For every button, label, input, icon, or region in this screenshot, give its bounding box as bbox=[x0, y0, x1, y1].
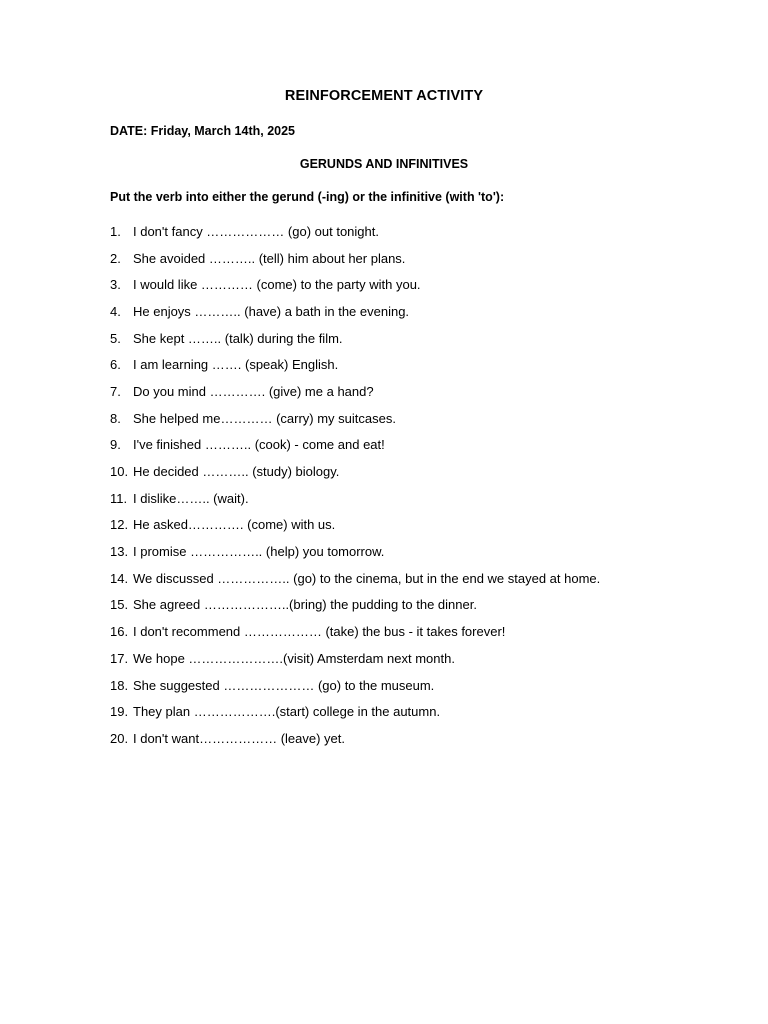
exercise-item bbox=[110, 218, 710, 245]
item-text: We discussed …………….. (go) to the cinema, but in the end we stayed at home. bbox=[133, 570, 601, 586]
item-text: I don't recommend ……………… (take) the bus - it takes forever! bbox=[133, 624, 506, 640]
item-text: They plan ……………….(start) college in the autumn. bbox=[133, 704, 441, 720]
exercise-item bbox=[110, 618, 710, 645]
exercise-item bbox=[110, 725, 710, 752]
item-text: I've finished ……….. (cook) - come and eat! bbox=[133, 437, 385, 453]
item-text: I don't want……………… (leave) yet. bbox=[133, 730, 345, 746]
item-text: Do you mind …………. (give) me a hand? bbox=[133, 383, 374, 399]
page-title: REINFORCEMENT ACTIVITY bbox=[284, 88, 484, 104]
item-number: 10. bbox=[110, 464, 129, 480]
item-text: I would like ………… (come) to the party with you. bbox=[133, 277, 421, 293]
exercise-item bbox=[110, 432, 710, 459]
exercise-item bbox=[110, 512, 710, 539]
item-number: 9. bbox=[110, 437, 121, 453]
item-number: 13. bbox=[110, 544, 129, 560]
item-text: We hope ………………….(visit) Amsterdam next month. bbox=[133, 650, 455, 666]
item-number: 8. bbox=[110, 410, 121, 426]
exercise-item bbox=[110, 271, 710, 298]
item-number: 1. bbox=[110, 223, 121, 239]
item-number: 4. bbox=[110, 303, 121, 319]
item-number: 3. bbox=[110, 277, 121, 293]
item-number: 17. bbox=[110, 650, 129, 666]
item-text: I don't fancy ……………… (go) out tonight. bbox=[133, 223, 379, 239]
item-text: She suggested ………………… (go) to the museum. bbox=[133, 677, 435, 693]
instructions: Put the verb into either the gerund (-ing) or the infinitive (with 'to'): bbox=[110, 190, 505, 204]
item-text: I promise …………….. (help) you tomorrow. bbox=[133, 544, 385, 560]
exercise-item bbox=[110, 245, 710, 272]
item-number: 20. bbox=[110, 730, 129, 746]
item-text: I dislike…….. (wait). bbox=[133, 490, 249, 506]
exercise-item bbox=[110, 298, 710, 325]
item-text: She agreed ………………..(bring) the pudding to the dinner. bbox=[133, 597, 477, 613]
exercise-item bbox=[110, 565, 710, 592]
exercise-item bbox=[110, 351, 710, 378]
item-text: She avoided ……….. (tell) him about her plans. bbox=[133, 250, 406, 266]
exercise-item bbox=[110, 672, 710, 699]
item-text: I am learning ……. (speak) English. bbox=[133, 357, 339, 373]
exercise-item bbox=[110, 458, 710, 485]
item-number: 6. bbox=[110, 357, 121, 373]
exercise-item bbox=[110, 645, 710, 672]
item-number: 14. bbox=[110, 570, 129, 586]
item-text: She helped me………… (carry) my suitcases. bbox=[133, 410, 396, 426]
exercise-item bbox=[110, 405, 710, 432]
item-number: 12. bbox=[110, 517, 129, 533]
exercise-list bbox=[110, 218, 710, 752]
item-text: He asked…………. (come) with us. bbox=[133, 517, 336, 533]
exercise-item bbox=[110, 325, 710, 352]
item-number: 19. bbox=[110, 704, 129, 720]
item-number: 18. bbox=[110, 677, 129, 693]
exercise-item bbox=[110, 538, 710, 565]
item-number: 16. bbox=[110, 624, 129, 640]
exercise-item bbox=[110, 592, 710, 619]
item-text: He enjoys ……….. (have) a bath in the evening. bbox=[133, 303, 410, 319]
item-number: 11. bbox=[110, 490, 128, 506]
date-line: DATE: Friday, March 14th, 2025 bbox=[110, 124, 296, 138]
item-number: 15. bbox=[110, 597, 129, 613]
section-subtitle: GERUNDS AND INFINITIVES bbox=[299, 157, 469, 171]
item-text: He decided ……….. (study) biology. bbox=[133, 464, 340, 480]
exercise-item bbox=[110, 698, 710, 725]
item-number: 2. bbox=[110, 250, 121, 266]
exercise-item bbox=[110, 378, 710, 405]
item-number: 7. bbox=[110, 383, 121, 399]
item-number: 5. bbox=[110, 330, 121, 346]
exercise-item bbox=[110, 485, 710, 512]
item-text: She kept …….. (talk) during the film. bbox=[133, 330, 343, 346]
